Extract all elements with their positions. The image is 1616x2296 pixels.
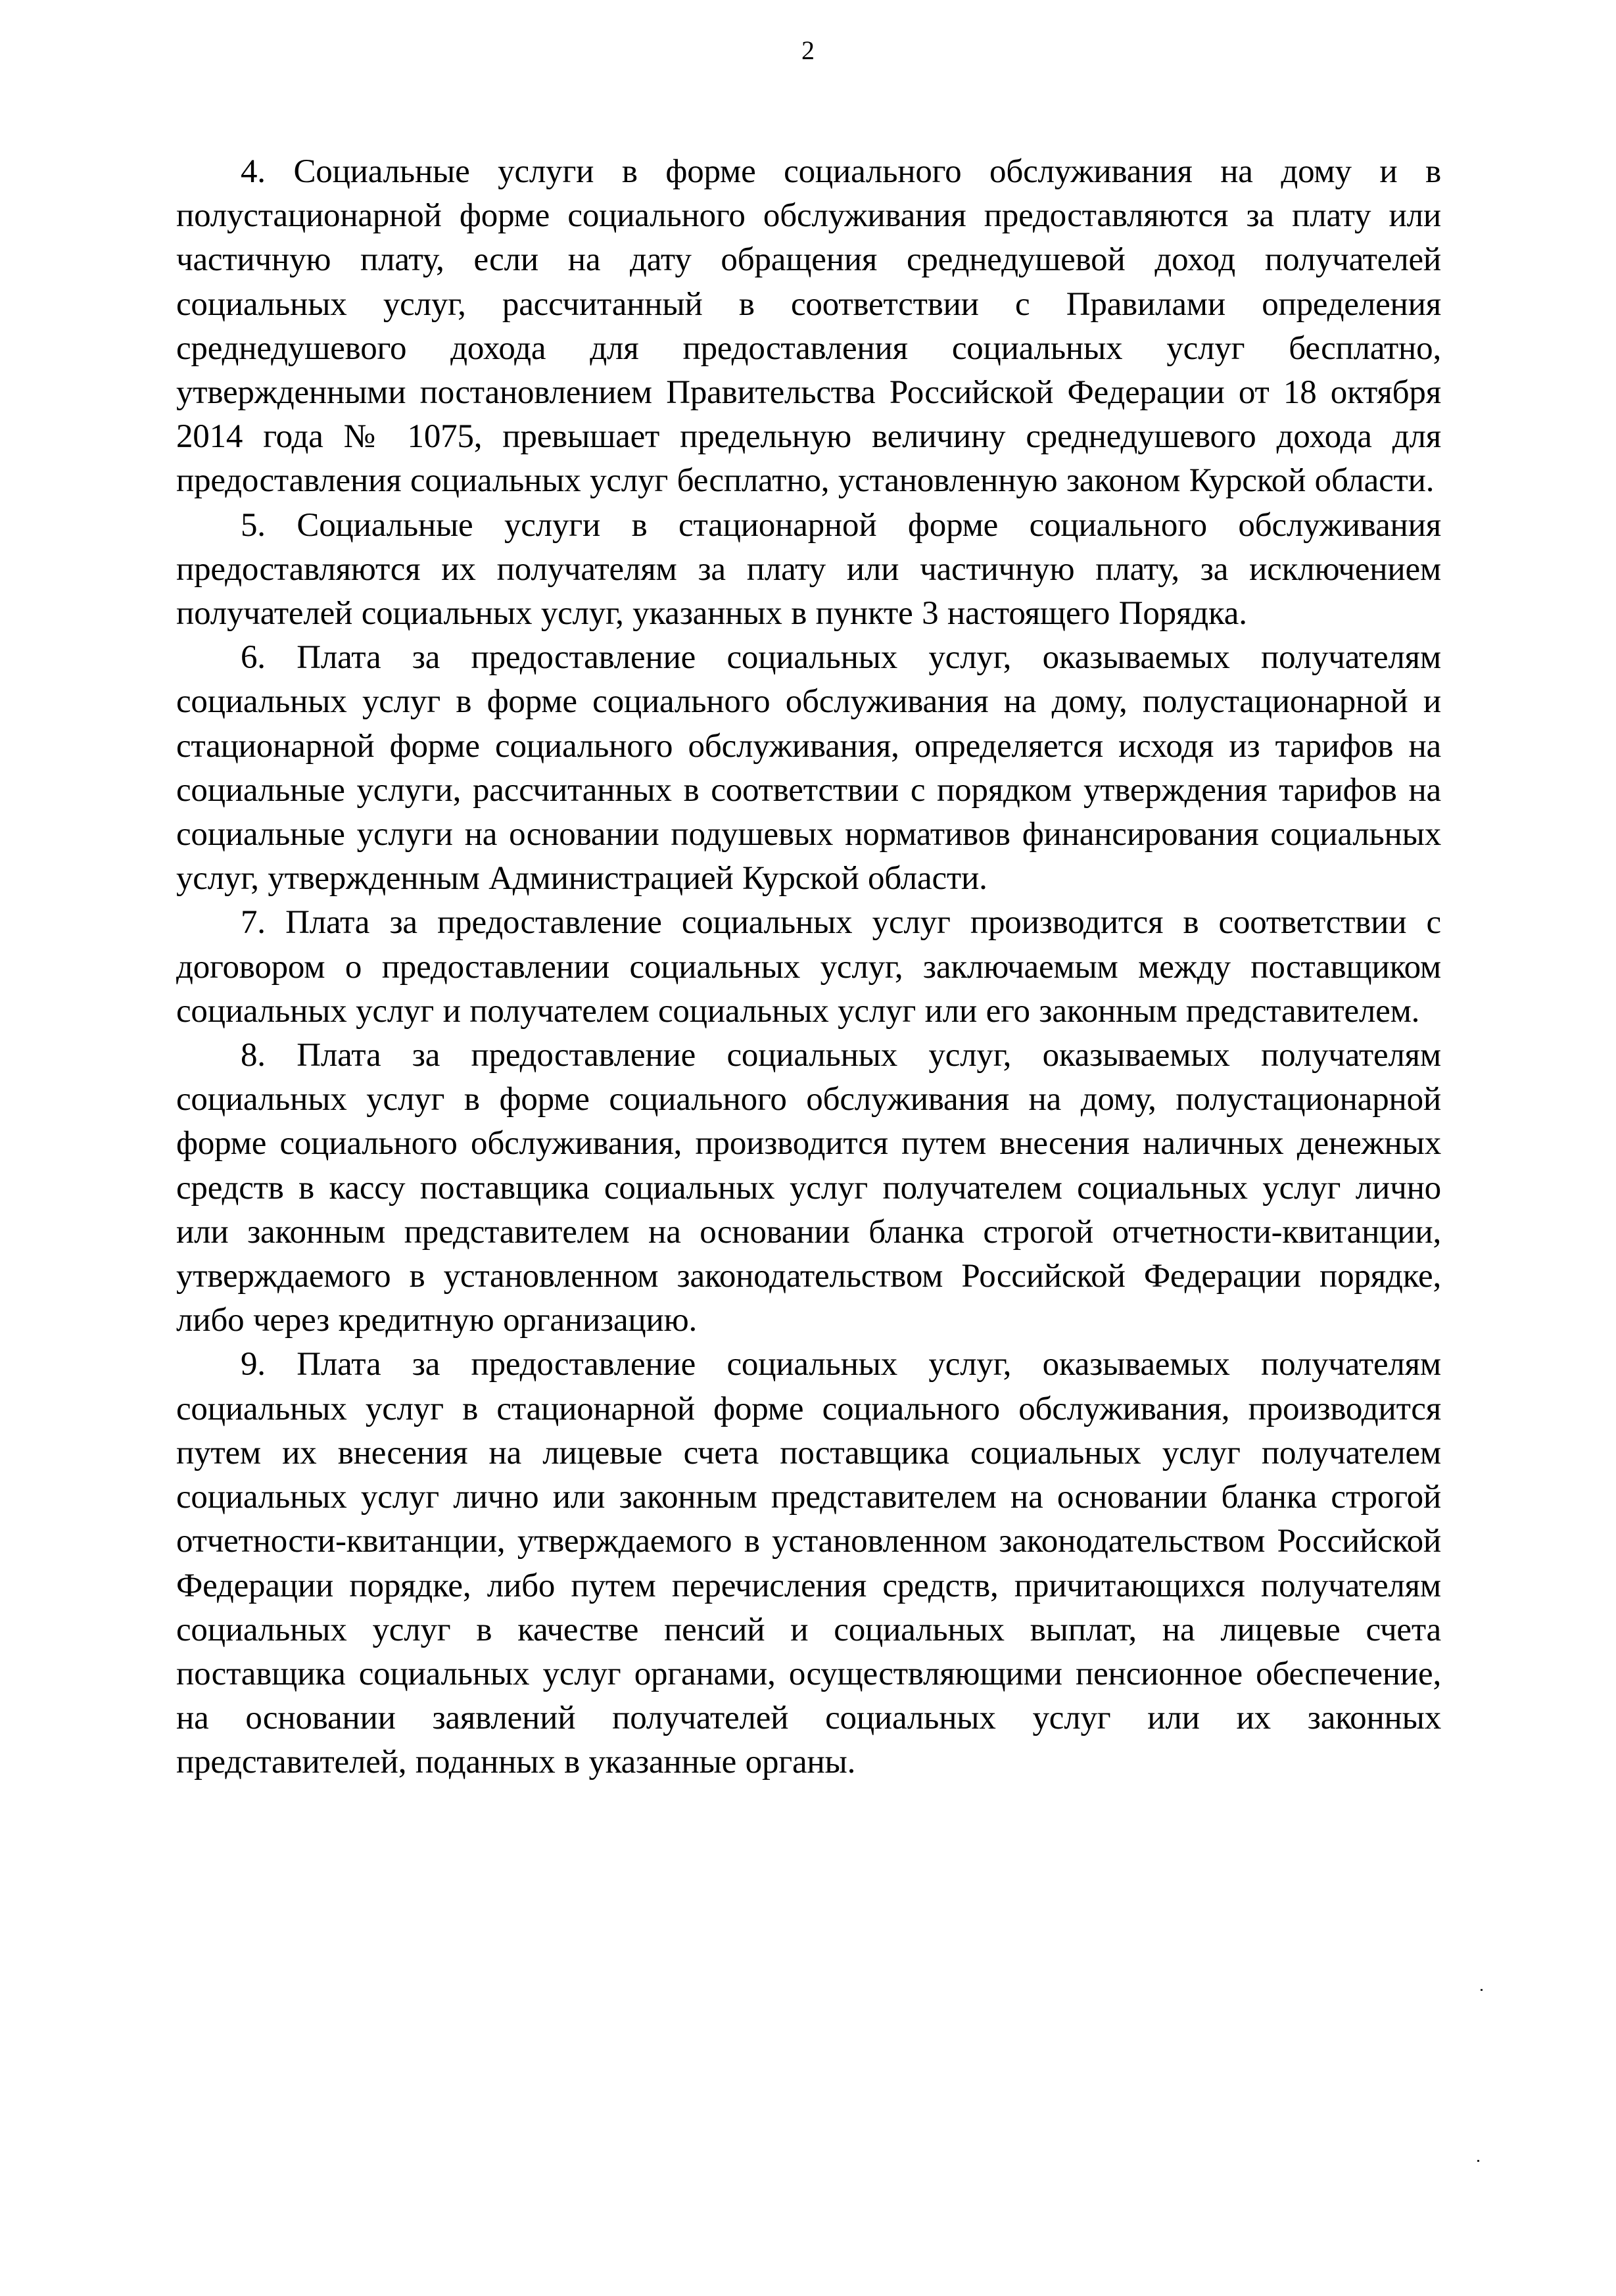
paragraph-number: 8. <box>241 1037 266 1074</box>
paragraph-text: Плата за предоставление социальных услуг, оказываемых получателям социальных услуг в форме социального обслуживания на дому, полустационарной форме социального обслуживания, производится путем внесения наличных денежных средств в кассу поставщика социальных услуг получателем социальных услуг лично или законным представителем на основании бланка строгой отчетности-квитанции, утверждаемого в установленном законодательством Российской Федерации порядке, либо через кредитную организацию. <box>176 1037 1441 1339</box>
paragraph-number: 9. <box>241 1346 266 1383</box>
paragraph-5 <box>176 504 1441 636</box>
scan-artifact <box>1481 1989 1483 1991</box>
paragraph-7 <box>176 901 1441 1034</box>
scan-artifact <box>1477 2160 1479 2162</box>
paragraph-number: 4. <box>241 153 266 190</box>
paragraph-text: Плата за предоставление социальных услуг, оказываемых получателям социальных услуг в стационарной форме социального обслуживания, производится путем их внесения на лицевые счета поставщика социальных услуг получателем социальных услуг лично или законным представителем на основании бланка строгой отчетности-квитанции, утверждаемого в установленном законодательством Российской Федерации порядке, либо путем перечисления средств, причитающихся получателям социальных услуг в качестве пенсий и социальных выплат, на лицевые счета поставщика социальных услуг органами, осуществляющими пенсионное обеспечение, на основании заявлений получателей социальных услуг или их законных представителей, поданных в указанные органы. <box>176 1346 1441 1781</box>
paragraph-9 <box>176 1343 1441 1784</box>
paragraph-6 <box>176 636 1441 901</box>
paragraph-text: Плата за предоставление социальных услуг производится в соответствии с договором о предоставлении социальных услуг, заключаемым между поставщиком социальных услуг и получателем социальных услуг или его законным представителем. <box>176 904 1441 1030</box>
paragraph-8 <box>176 1034 1441 1343</box>
paragraph-number: 7. <box>241 904 266 942</box>
paragraph-number: 6. <box>241 639 266 677</box>
paragraph-text: Плата за предоставление социальных услуг, оказываемых получателям социальных услуг в форме социального обслуживания на дому, полустационарной и стационарной форме социального обслуживания, определяется исходя из тарифов на социальные услуги, рассчитанных в соответствии с порядком утверждения тарифов на социальные услуги на основании подушевых нормативов финансирования социальных услуг, утвержденным Администрацией Курской области. <box>176 639 1441 897</box>
page-number: 2 <box>801 36 815 65</box>
paragraph-text: Социальные услуги в стационарной форме социального обслуживания предоставляются их получателям за плату или частичную плату, за исключением получателей социальных услуг, указанных в пункте 3 настоящего Порядка. <box>176 506 1441 633</box>
paragraph-number: 5. <box>241 506 266 544</box>
paragraph-4 <box>176 150 1441 504</box>
paragraph-text: Социальные услуги в форме социального обслуживания на дому и в полустационарной форме социального обслуживания предоставляются за плату или частичную плату, если на дату обращения среднедушевой доход получателей социальных услуг, рассчитанный в соответствии с Правилами определения среднедушевого дохода для предоставления социальных услуг бесплатно, утвержденными постановлением Правительства Российской Федерации от 18 октября 2014 года № 1075, превышает предельную величину среднедушевого дохода для предоставления социальных услуг бесплатно, установленную законом Курской области. <box>176 153 1441 500</box>
document-body <box>176 150 1441 1785</box>
